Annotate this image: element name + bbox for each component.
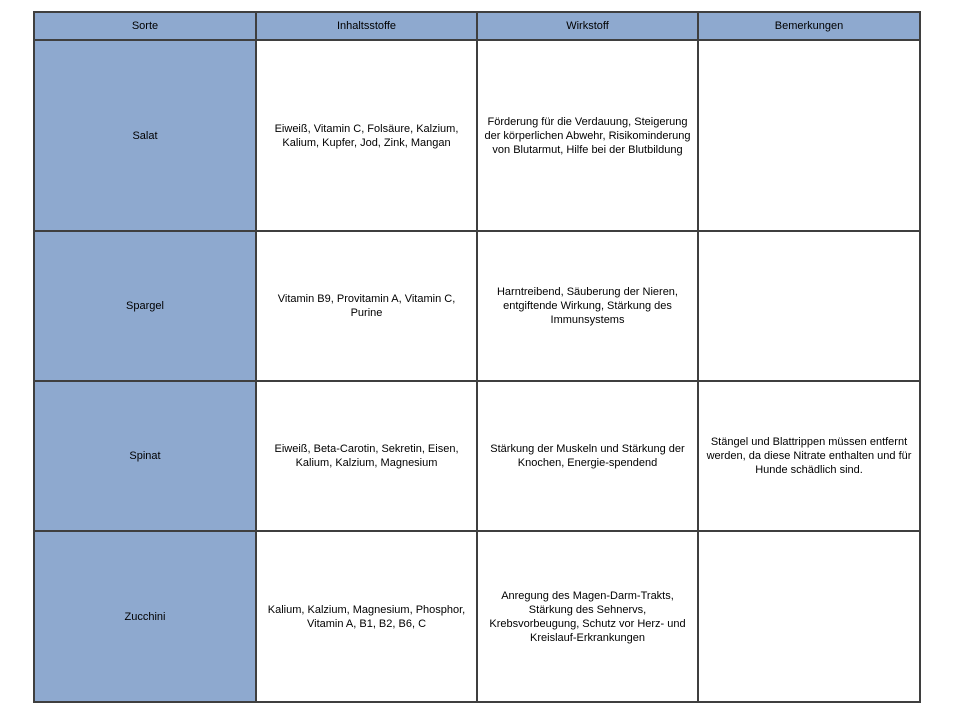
header-inhaltsstoffe: Inhaltsstoffe: [256, 12, 477, 40]
cell-inhaltsstoffe: Kalium, Kalzium, Magnesium, Phosphor, Vitamin A, B1, B2, B6, C: [256, 531, 477, 702]
header-sorte: Sorte: [34, 12, 256, 40]
header-bemerkungen: Bemerkungen: [698, 12, 920, 40]
table-row: [34, 381, 920, 531]
table-row: [34, 531, 920, 702]
cell-bemerkungen: Stängel und Blattrippen müssen entfernt werden, da diese Nitrate enthalten und für Hunde schädlich sind.: [698, 381, 920, 531]
cell-sorte: Zucchini: [34, 531, 256, 702]
cell-wirkstoff: Anregung des Magen-Darm-Trakts, Stärkung des Sehnervs, Krebsvorbeugung, Schutz vor Herz- und Kreislauf-Erkrankungen: [477, 531, 698, 702]
cell-inhaltsstoffe: Vitamin B9, Provitamin A, Vitamin C, Purine: [256, 231, 477, 381]
table-row: [34, 231, 920, 381]
header-row: [34, 12, 920, 40]
cell-wirkstoff: Stärkung der Muskeln und Stärkung der Knochen, Energie-spendend: [477, 381, 698, 531]
cell-sorte: Salat: [34, 40, 256, 231]
table-row: [34, 40, 920, 231]
cell-sorte: Spargel: [34, 231, 256, 381]
cell-wirkstoff: Förderung für die Verdauung, Steigerung der körperlichen Abwehr, Risikominderung von Blutarmut, Hilfe bei der Blutbildung: [477, 40, 698, 231]
cell-bemerkungen: [698, 231, 920, 381]
cell-inhaltsstoffe: Eiweiß, Vitamin C, Folsäure, Kalzium, Kalium, Kupfer, Jod, Zink, Mangan: [256, 40, 477, 231]
cell-inhaltsstoffe: Eiweiß, Beta-Carotin, Sekretin, Eisen, Kalium, Kalzium, Magnesium: [256, 381, 477, 531]
vegetable-table: [33, 11, 921, 703]
cell-bemerkungen: [698, 40, 920, 231]
cell-wirkstoff: Harntreibend, Säuberung der Nieren, entgiftende Wirkung, Stärkung des Immunsystems: [477, 231, 698, 381]
cell-bemerkungen: [698, 531, 920, 702]
cell-sorte: Spinat: [34, 381, 256, 531]
header-wirkstoff: Wirkstoff: [477, 12, 698, 40]
